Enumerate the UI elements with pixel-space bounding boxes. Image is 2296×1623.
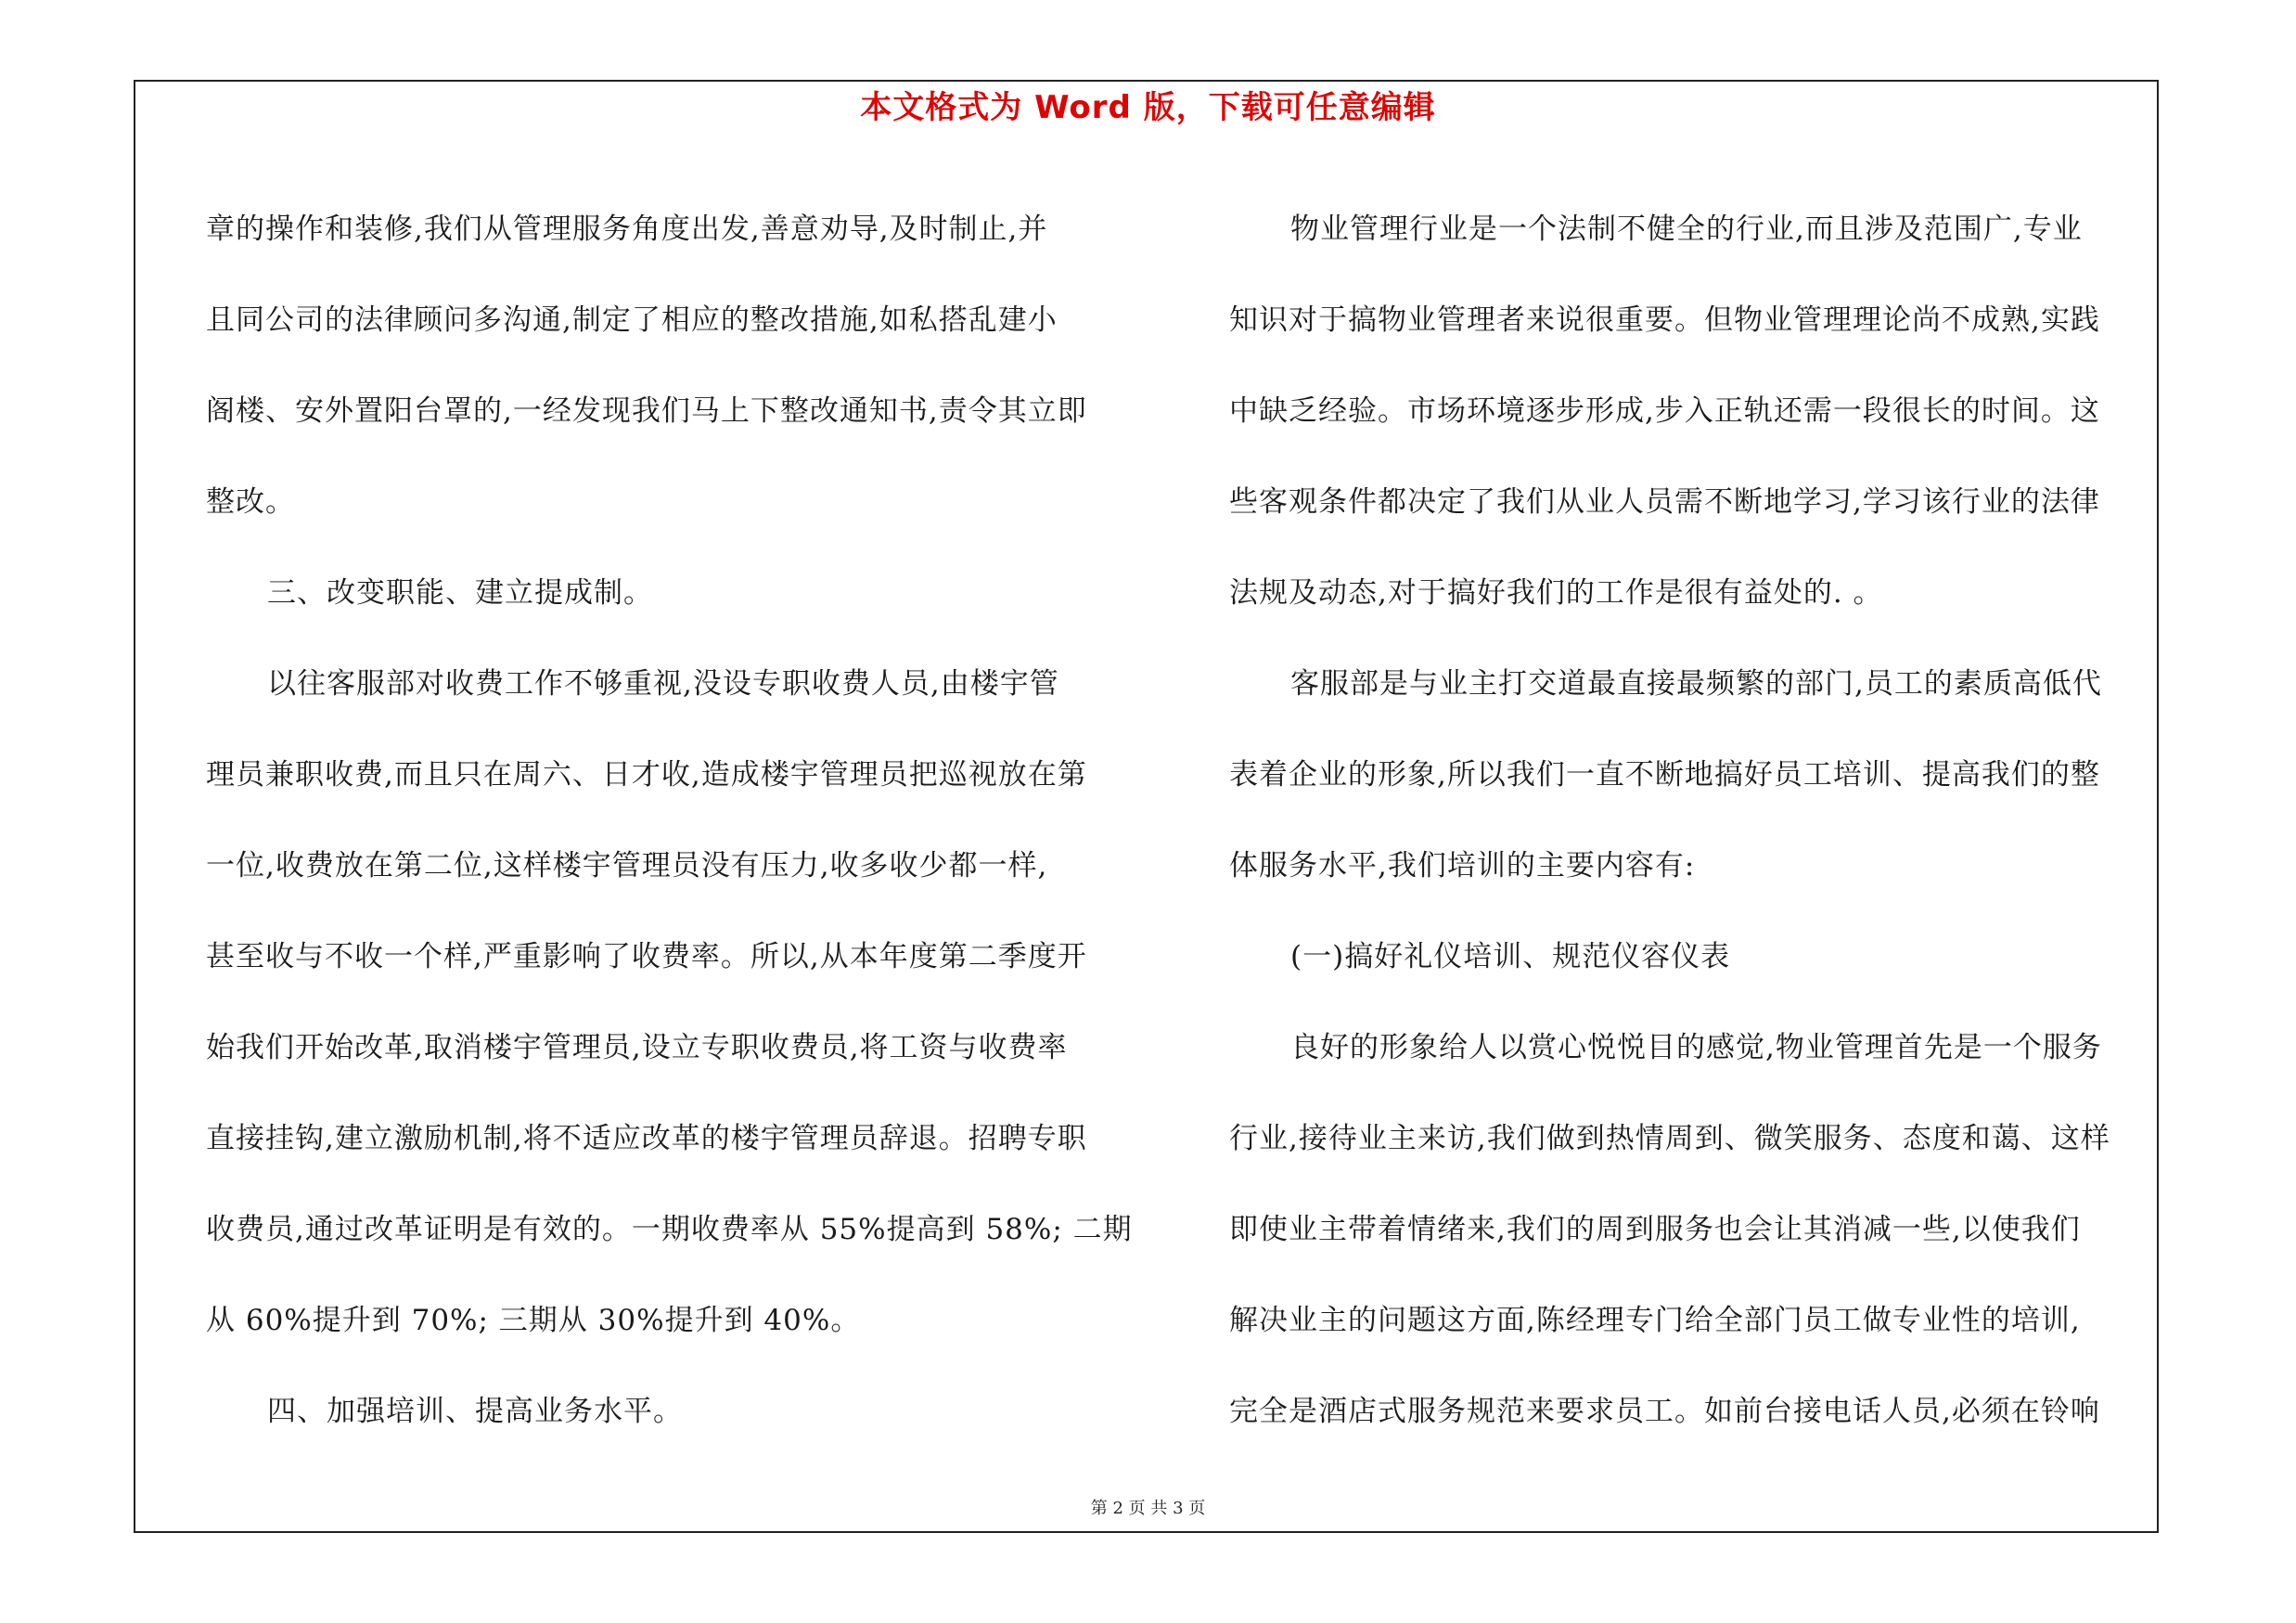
paragraph-line: 阁楼、安外置阳台罩的,一经发现我们马上下整改通知书,责令其立即 <box>206 394 1087 428</box>
paragraph-line: 完全是酒店式服务规范来要求员工。如前台接电话人员,必须在铃响 <box>1229 1395 2100 1428</box>
paragraph-line: 章的操作和装修,我们从管理服务角度出发,善意劝导,及时制止,并 <box>206 213 1048 246</box>
paragraph-line: 物业管理行业是一个法制不健全的行业,而且涉及范围广,专业 <box>1290 213 2083 246</box>
paragraph-line: 行业,接待业主来访,我们做到热情周到、微笑服务、态度和蔼、这样 <box>1229 1122 2110 1155</box>
paragraph-line: 直接挂钩,建立激励机制,将不适应改革的楼宇管理员辞退。招聘专职 <box>206 1122 1087 1155</box>
right-text-column <box>1229 184 2157 1457</box>
paragraph-line: 良好的形象给人以赏心悦悦目的感觉,物业管理首先是一个服务 <box>1290 1031 2102 1064</box>
paragraph-line: 甚至收与不收一个样,严重影响了收费率。所以,从本年度第二季度开 <box>206 940 1087 973</box>
page-number-footer: 第 2 页 共 3 页 <box>1090 1499 1206 1518</box>
paragraph-line: 即使业主带着情绪来,我们的周到服务也会让其消减一些,以使我们 <box>1229 1213 2081 1246</box>
paragraph-line: 中缺乏经验。市场环境逐步形成,步入正轨还需一段很长的时间。这 <box>1229 394 2100 428</box>
paragraph-line: 且同公司的法律顾问多沟通,制定了相应的整改措施,如私搭乱建小 <box>206 303 1058 337</box>
paragraph-line: 理员兼职收费,而且只在周六、日才收,造成楼宇管理员把巡视放在第 <box>206 758 1087 792</box>
format-banner: 本文格式为 Word 版，下载可任意编辑 <box>860 89 1436 126</box>
paragraph-line: 法规及动态,对于搞好我们的工作是很有益处的. 。 <box>1229 576 1883 610</box>
paragraph-line: 一位,收费放在第二位,这样楼宇管理员没有压力,收多收少都一样, <box>206 849 1048 882</box>
left-text-column <box>206 184 1134 1457</box>
paragraph-line: 收费员,通过改革证明是有效的。一期收费率从 55%提高到 58%; 二期 <box>206 1213 1133 1246</box>
paragraph-line: 体服务水平,我们培训的主要内容有: <box>1229 849 1696 882</box>
paragraph-line: 以往客服部对收费工作不够重视,没设专职收费人员,由楼宇管 <box>267 667 1059 701</box>
section-heading: 四、加强培训、提高业务水平。 <box>267 1395 683 1428</box>
paragraph-line: 始我们开始改革,取消楼宇管理员,设立专职收费员,将工资与收费率 <box>206 1031 1068 1064</box>
paragraph-line: 客服部是与业主打交道最直接最频繁的部门,员工的素质高低代 <box>1290 667 2102 701</box>
section-heading: 三、改变职能、建立提成制。 <box>267 576 653 610</box>
paragraph-line: 表着企业的形象,所以我们一直不断地搞好员工培训、提高我们的整 <box>1229 758 2100 792</box>
paragraph-line: 知识对于搞物业管理者来说很重要。但物业管理理论尚不成熟,实践 <box>1229 303 2100 337</box>
paragraph-line: 解决业主的问题这方面,陈经理专门给全部门员工做专业性的培训, <box>1229 1304 2081 1337</box>
paragraph-line: 从 60%提升到 70%; 三期从 30%提升到 40%。 <box>206 1304 861 1337</box>
paragraph-line: 些客观条件都决定了我们从业人员需不断地学习,学习该行业的法律 <box>1229 485 2100 519</box>
section-heading: (一)搞好礼仪培训、规范仪容仪表 <box>1290 940 1731 973</box>
paragraph-line: 整改。 <box>206 485 295 519</box>
